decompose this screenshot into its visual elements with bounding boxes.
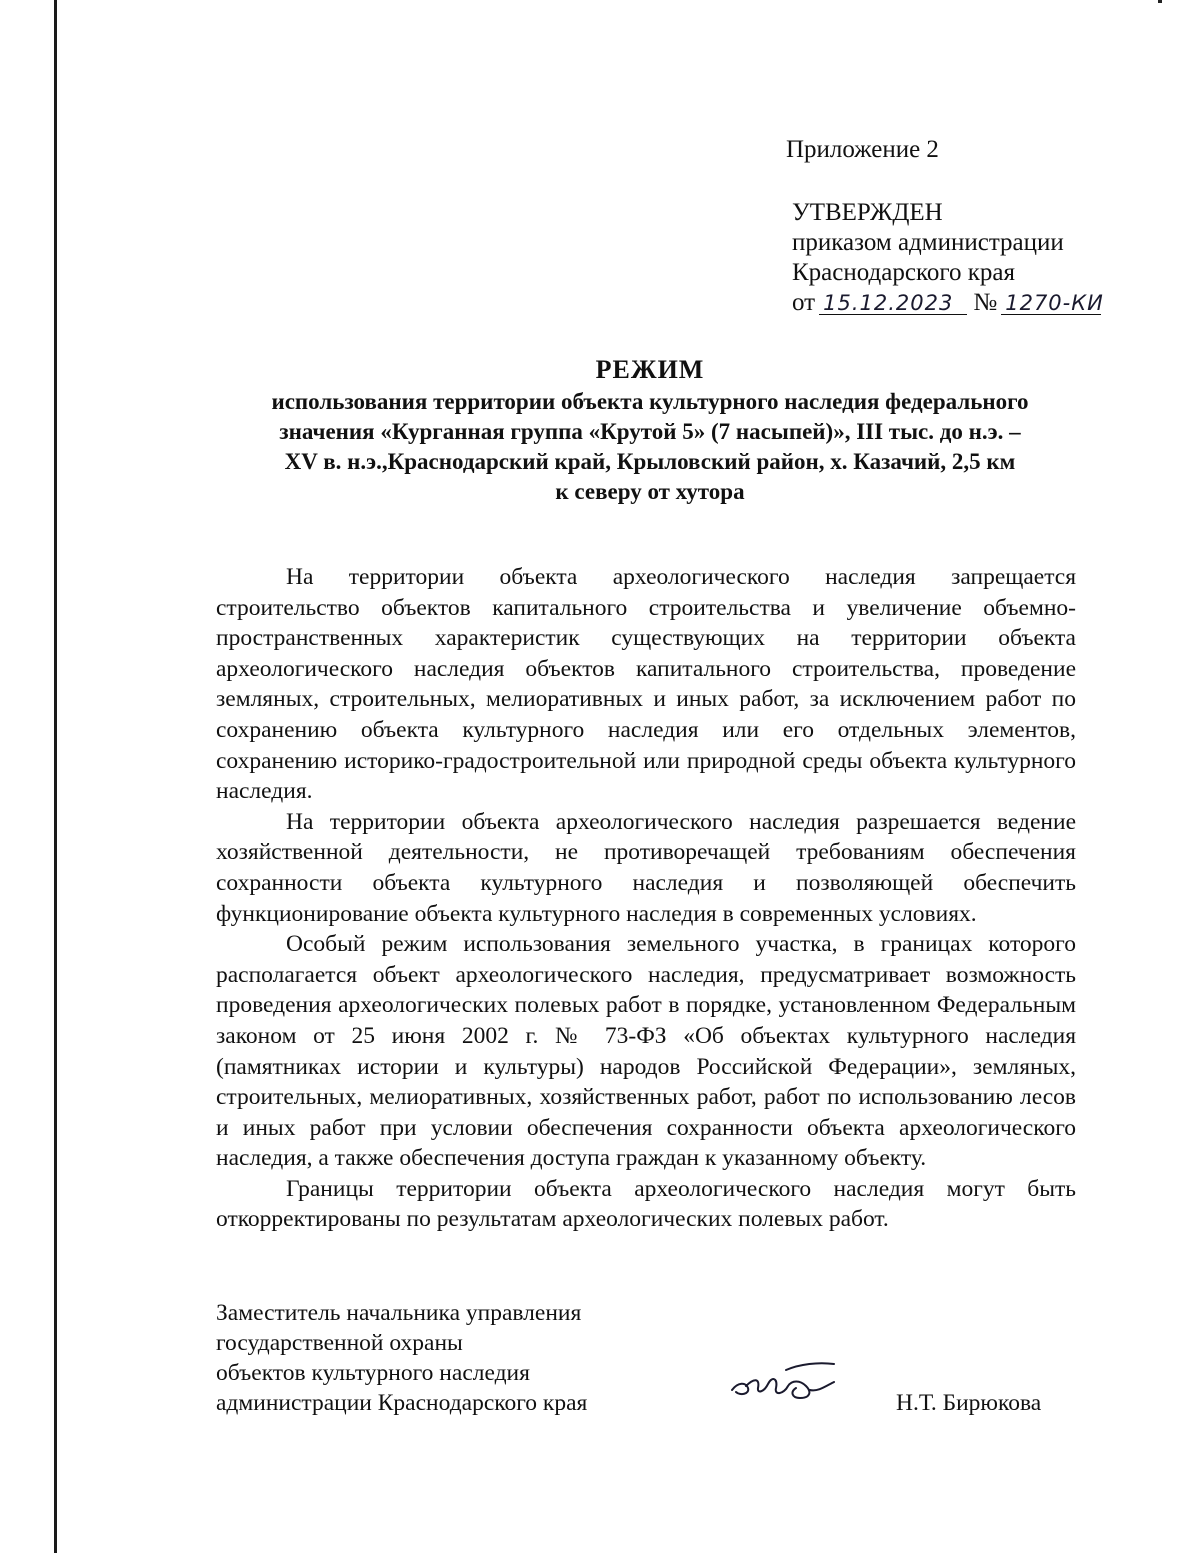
signatory-line-1: Заместитель начальника управления (216, 1300, 582, 1326)
paragraph-permitted-activity: На территории объекта археологического наследия разрешается ведение хозяйственной деятельности, не противоречащей требованиям обеспечения сохранности объекта культурного наследия и позволяющей обеспечить функционирование объекта культурного наследия в современных условиях. (216, 808, 1076, 927)
order-date-number (792, 288, 1104, 318)
number-prefix: № (973, 289, 998, 316)
handwritten-date: 15.12.2023 (819, 292, 967, 315)
signer-name: Н.Т. Бирюкова (896, 1390, 1042, 1416)
approval-line-2: Краснодарского края (792, 259, 1015, 286)
signatory-line-3: объектов культурного наследия (216, 1360, 530, 1386)
title-main: РЕЖИМ (595, 355, 705, 384)
scan-speck (1158, 0, 1162, 3)
document-title (200, 353, 1100, 507)
approval-heading: УТВЕРЖДЕН (792, 199, 943, 226)
handwritten-signature (726, 1356, 846, 1408)
paragraph-prohibitions: На территории объекта археологического наследия запрещается строительство объектов капитального строительства и увеличение объемно-пространственных характеристик существующих на территории объекта археологического наследия объектов капитального строительства, проведение земляных, строительных, мелиоративных и иных работ, за исключением работ по сохранению объекта культурного наследия или его отдельных элементов, сохранению историко-градостроительной или природной среды объекта культурного наследия. (216, 564, 1076, 805)
appendix-label: Приложение 2 (786, 136, 939, 163)
paragraph-special-regime: Особый режим использования земельного участка, в границах которого располагается объект археологического наследия, предусматривает возможность проведения археологических полевых работ в порядке, установленном Федеральным законом от 25 июня 2002 г. № 73-ФЗ «Об объектах культурного наследия (памятниках истории и культуры) народов Российской Федерации», земляных, строительных, мелиоративных, хозяйственных работ, работ по использованию лесов и иных работ при условии обеспечения сохранности объекта археологического наследия, а также обеспечения доступа граждан к указанному объекту. (216, 931, 1076, 1172)
title-line-2: значения «Курганная группа «Крутой 5» (7 насыпей)», III тыс. до н.э. – (279, 419, 1021, 444)
date-prefix: от (792, 289, 816, 316)
title-line-1: использования территории объекта культурного наследия федерального (271, 389, 1029, 414)
approval-line-1: приказом администрации (792, 229, 1064, 256)
document-body (216, 562, 1076, 1235)
paragraph-boundaries: Границы территории объекта археологического наследия могут быть откорректированы по результатам археологических полевых работ. (216, 1175, 1076, 1233)
signatory-line-4: администрации Краснодарского края (216, 1390, 588, 1416)
signatory-line-2: государственной охраны (216, 1330, 463, 1356)
title-line-4: к северу от хутора (555, 479, 745, 504)
handwritten-number: 1270-КИ (1001, 292, 1101, 315)
scan-edge-line (54, 0, 57, 1553)
title-line-3: XV в. н.э.,Краснодарский край, Крыловский район, х. Казачий, 2,5 км (284, 449, 1016, 474)
signatory-position (216, 1298, 587, 1418)
approval-block (792, 198, 1104, 318)
